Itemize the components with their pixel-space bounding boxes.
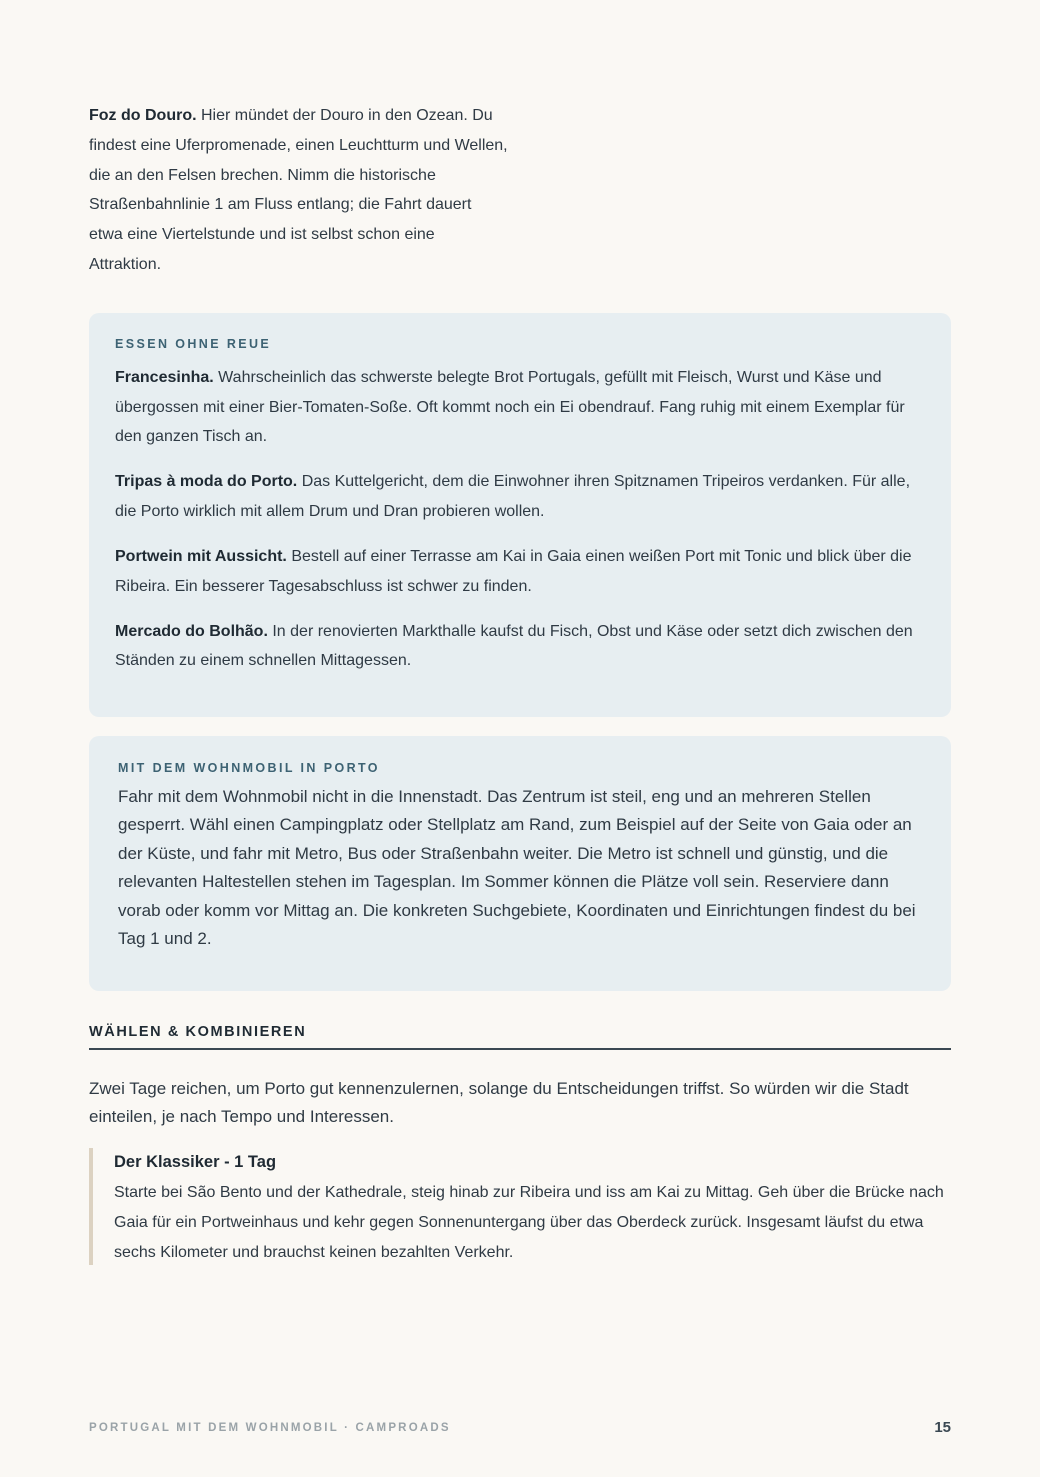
food-item-text: Wahrscheinlich das schwerste belegte Brot Portugals, gefüllt mit Fleisch, Wurst und Käse und übergossen mit einer Bier-Tomaten-Soße. Oft kommt noch ein Ei obendrauf. Fang ruhig mit einem Exemplar für den ganzen Tisch an.: [115, 369, 905, 446]
food-item-lead: Francesinha.: [115, 369, 214, 386]
camper-box-text: Fahr mit dem Wohnmobil nicht in die Innenstadt. Das Zentrum ist steil, eng und an mehreren Stellen gesperrt. Wähl einen Campingplatz oder Stellplatz am Rand, zum Beispiel auf der Seite von Gaia oder an der Küste, und fahr mit Metro, Bus oder Straßenbahn weiter. Die Metro ist schnell und günstig, und die relevanten Haltestellen stehen im Tagesplan. Im Sommer können die Plätze voll sein. Reserviere dann vorab oder komm vor Mittag an. Die konkreten Suchgebiete, Koordinaten und Einrichtungen findest du bei Tag 1 und 2.: [118, 787, 916, 949]
camper-box: [89, 736, 951, 991]
food-item: [115, 363, 923, 452]
food-item-text: Das Kuttelgericht, dem die Einwohner ihren Spitznamen Tripeiros verdanken. Für alle, die Porto wirklich mit allem Drum und Dran probieren wollen.: [115, 473, 911, 520]
food-item-lead: Mercado do Bolhão.: [115, 622, 268, 640]
intro-paragraph: [89, 101, 509, 280]
food-item-lead: Portwein mit Aussicht.: [115, 547, 287, 565]
food-item-text: Bestell auf einer Terrasse am Kai in Gaia einen weißen Port mit Tonic und blick über die Ribeira. Ein besserer Tagesabschluss ist schwer zu finden.: [115, 547, 912, 595]
page: [89, 0, 951, 1477]
food-item: [115, 542, 923, 601]
food-item: [115, 617, 923, 676]
footer-publication: PORTUGAL MIT DEM WOHNMOBIL · CAMPROADS: [89, 1422, 451, 1434]
intro-paragraph-text: Hier mündet der Douro in den Ozean. Du findest eine Uferpromenade, einen Leuchtturm und Wellen, die an den Felsen brechen. Nimm die historische Straßenbahnlinie 1 am Fluss entlang; die Fahrt dauert etwa eine Viertelstunde und ist selbst schon eine Attraktion.: [89, 107, 508, 273]
page-number: 15: [934, 1419, 951, 1436]
plan-block: [89, 1148, 951, 1265]
plan-title: Der Klassiker - 1 Tag: [114, 1153, 277, 1171]
food-item: [115, 467, 923, 526]
food-item-lead: Tripas à moda do Porto.: [115, 473, 298, 491]
section-intro: Zwei Tage reichen, um Porto gut kennenzulernen, solange du Entscheidungen triffst. So würden wir die Stadt einteilen, je nach Tempo und Interessen.: [89, 1079, 909, 1127]
section-title: WÄHLEN & KOMBINIEREN: [89, 1024, 951, 1050]
food-item-text: In der renovierten Markthalle kaufst du Fisch, Obst und Käse oder setzt dich zwischen den Ständen zu einem schnellen Mittagessen.: [115, 622, 913, 670]
plan-text: Starte bei São Bento und der Kathedrale, steig hinab zur Ribeira und iss am Kai zu Mittag. Geh über die Brücke nach Gaia für ein Portweinhaus und kehr gegen Sonnenuntergang über das Oberdeck zurück. Insgesamt läufst du etwa sechs Kilometer und brauchst keinen bezahlten Verkehr.: [114, 1184, 944, 1261]
intro-paragraph-lead: Foz do Douro.: [89, 107, 197, 124]
food-box: [89, 313, 951, 717]
camper-box-heading: MIT DEM WOHNMOBIL IN PORTO: [118, 761, 380, 775]
food-box-heading: ESSEN OHNE REUE: [115, 337, 272, 351]
